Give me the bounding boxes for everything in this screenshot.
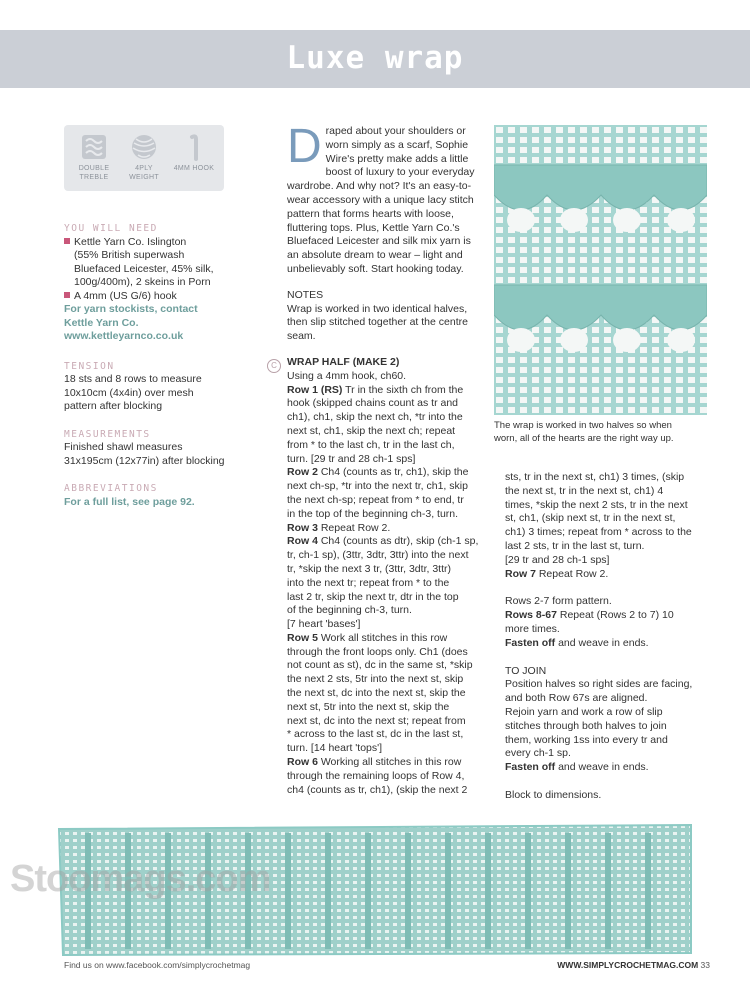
intro-line: Wire's pretty make adds a little [325,152,469,165]
wrap-intro: Using a 4mm hook, ch60. [287,369,407,382]
intro-line: wardrobe. And why not? It's an easy-to- [287,180,472,193]
info-icons-box [64,125,224,191]
fasten-off-label: Fasten off [505,761,556,774]
row-6-line [287,756,487,770]
need-item-yarn-line: Bluefaced Leicester, 45% silk, [74,262,214,275]
stitch-detail-photo [494,125,707,415]
row-6-line: the next st, tr in the next st, ch1) 4 [505,484,664,497]
tension-line: pattern after blocking [64,400,163,412]
row-4-line [287,535,487,549]
need-item-yarn-line: 100g/400m), 2 skeins in Porn [74,276,211,288]
hook-icon [180,133,208,161]
measurements-section [64,428,239,469]
need-item-hook-text: A 4mm (US G/6) hook [74,289,177,302]
row-2-line: next ch-sp, *tr into the next tr, ch1, skip [287,480,468,493]
notes-line: Wrap is worked in two identical halves, [287,302,468,315]
watermark: Stoomags.com [10,858,271,900]
stitch-icon [80,133,108,161]
info-hook-caption: 4MM HOOK [173,165,215,172]
info-weight-caption: 4PLY WEIGHT [129,165,159,181]
intro-line: raped about your shoulders or [325,125,466,137]
intro-line: boost of luxury to your everyday [325,166,475,179]
row-5-line: next st, dc into the next st; repeat from [287,714,466,727]
row-1-text: Tr in the sixth ch from the [342,383,464,396]
measurements-line: Finished shawl measures [64,441,183,453]
lace-hearts-illustration [494,125,707,415]
row-4-line: into the next tr; repeat from * to the [287,576,450,589]
row-6-label: Row 6 [287,756,318,769]
row-2-label: Row 2 [287,466,318,479]
row-4-line: tr, *skip the next 3 tr, (3ttr, 3dtr, 3ttr) [287,562,451,575]
stockists-link[interactable]: www.kettleyarnco.co.uk [64,330,184,342]
drop-cap: D [287,120,322,173]
row-2-line [287,466,487,480]
info-stitch-caption: DOUBLE TREBLE [78,165,110,181]
row-5-line [287,632,487,646]
row-1-line: hook (skipped chains count as tr and [287,397,459,410]
footer-website[interactable]: WWW.SIMPLYCROCHETMAG.COM [557,960,699,970]
rows-repeat-line: more times. [505,622,560,635]
row-7-text: Repeat Row 2. [535,567,609,580]
fasten-off-text: and weave in ends. [555,636,649,649]
row-5-line: turn. [14 heart 'tops'] [287,742,383,755]
you-will-need-heading: YOU WILL NEED [64,223,158,234]
row-6-line: ch4 (counts as tr, ch1), (skip the next 2 [287,783,468,796]
row-6-line: times, *skip the next 2 sts, tr in the next [505,498,688,511]
caption-line: worn, all of the hearts are the right way up. [494,432,674,444]
need-item-yarn-line: (55% British superwash [74,249,185,261]
row-7-line [505,568,710,582]
page-title: Luxe wrap [286,40,464,76]
tension-line: 18 sts and 8 rows to measure [64,373,202,385]
row-6-line: st, ch1, (skip next st, tr in the next st, [505,512,676,525]
row-6-text: Working all stitches in this row [317,756,462,769]
you-will-need-section [64,222,239,344]
footer-right [557,960,710,970]
to-join-line: them, working 1ss into every tr and [505,733,668,746]
row-5-label: Row 5 [287,631,318,644]
to-join-line: stitches through both halves to join [505,719,667,732]
info-hook [170,133,218,173]
row-6-line: ch1) 3 times; repeat from * across to the [505,526,692,539]
pattern-column-2 [505,471,710,803]
abbreviations-section [64,482,239,509]
row-3-label: Row 3 [287,521,318,534]
row-4-line: tr, ch-1 sp), (3ttr, 3dtr, 3ttr) into the next [287,549,469,562]
fasten-off-text: and weave in ends. [555,761,649,774]
caption-line: The wrap is worked in two halves so when [494,420,672,431]
sidebar [64,222,239,509]
row-4-line: last 2 tr, skip the next tr, dtr in the top [287,590,459,603]
pattern-column-1 [287,120,487,797]
abbreviations-link[interactable]: For a full list, see page 92. [64,495,195,508]
intro-line: worn simply as a scarf, Sophie [325,138,469,151]
intro-line: wear accessory with a unique lacy stitch [287,193,474,206]
row-5-text: Work all stitches in this row [317,631,448,644]
need-item-yarn [64,236,239,250]
intro-line: Bluefaced Leicester and silk mix yarn is [287,235,471,248]
row-1-line [287,384,487,398]
intro-line: fluttering tops. Plus, Kettle Yarn Co.'s [287,221,460,234]
notes-line: then slip stitched together at the centre [287,316,468,329]
measurements-line: 31x195cm (12x77in) after blocking [64,454,225,467]
row-5-line: next st, 5tr into the next st, skip the [287,700,450,713]
fasten-off-line [505,761,710,775]
row-6-line: [29 tr and 28 ch-1 sps] [505,553,610,566]
row-5-line: not count as st), dc in the same st, *skip [287,659,473,672]
row-1-line: turn. [29 tr and 28 ch-1 sps] [287,452,416,465]
need-item-hook [64,290,239,304]
info-weight [120,133,168,182]
row-2-line: in the top of the beginning ch-3, turn. [287,507,459,520]
bullet-square-icon [64,292,70,298]
row-6-line: sts, tr in the next st, ch1) 3 times, (skip [505,471,685,483]
row-2-line: the next ch-sp; repeat from * to end, tr [287,493,464,506]
row-1-line: ch1), ch1, skip the next ch, *tr into the [287,411,463,424]
photo-caption [494,420,709,445]
row-6-line: last 2 sts, tr in the last st, turn. [505,539,645,552]
tension-line: 10x10cm (4x4in) over mesh [64,386,194,399]
bullet-square-icon [64,238,70,244]
need-item-yarn-text: Kettle Yarn Co. Islington [74,235,187,248]
row-1-label: Row 1 (RS) [287,383,343,396]
row-4-text: Ch4 (counts as dtr), skip (ch-1 sp, [317,535,479,548]
row-5-line: * across to the last st, dc in the last st, [287,728,464,741]
rows-repeat-line [505,609,710,623]
intro-line: an absolute dream to wear – light and [287,249,463,262]
row-7-label: Row 7 [505,567,536,580]
notes-line: seam. [287,330,316,343]
tension-section [64,360,239,414]
info-stitch [70,133,118,182]
row-3-line [287,522,487,536]
notes-heading: NOTES [287,288,324,301]
stockists-line: Kettle Yarn Co. [64,316,139,329]
page-number: 33 [700,960,710,970]
to-join-line: and both Row 67s are aligned. [505,692,648,705]
row-3-text: Repeat Row 2. [317,521,391,534]
intro-paragraph [287,120,487,277]
row-2-text: Ch4 (counts as tr, ch1), skip the [317,466,469,479]
to-join-line: every ch-1 sp. [505,747,571,760]
abbreviations-heading: ABBREVIATIONS [64,483,158,494]
stockists-line: For yarn stockists, contact [64,303,198,315]
measurements-heading: MEASUREMENTS [64,428,151,440]
intro-line: unbelievably soft. Start hooking today. [287,262,464,275]
pattern-form-line: Rows 2-7 form pattern. [505,595,612,608]
row-1-line: next st, ch1, skip the next ch; repeat [287,424,456,437]
row-1-line: from * to the last ch, tr in the last ch, [287,438,455,451]
block-line: Block to dimensions. [505,788,602,801]
title-banner [0,30,750,88]
rows-repeat-text: Repeat (Rows 2 to 7) 10 [556,609,674,622]
to-join-line: Position halves so right sides are facing, [505,678,693,691]
to-join-line: Rejoin yarn and work a row of slip [505,705,663,718]
row-4-line: [7 heart 'bases'] [287,618,361,631]
row-5-line: through the front loops only. Ch1 (does [287,645,468,658]
footer-facebook[interactable]: Find us on www.facebook.com/simplycrochetmag [64,960,251,970]
row-6-line: through the remaining loops of Row 4, [287,769,465,782]
to-join-heading: TO JOIN [505,664,547,677]
row-4-label: Row 4 [287,535,318,548]
rows-repeat-label: Rows 8-67 [505,609,557,622]
row-5-line: the next st, dc into the next st, skip the [287,687,466,700]
row-5-line: the next 2 sts, 5tr into the next st, skip [287,673,464,686]
row-4-line: of the beginning ch-3, turn. [287,604,412,617]
copyright-marker-icon: C [267,359,281,373]
fasten-off-line [505,637,710,651]
yarn-ball-icon [130,133,158,161]
tension-heading: TENSION [64,360,115,372]
intro-line: pattern that forms hearts with loose, [287,207,454,220]
fasten-off-label: Fasten off [505,636,556,649]
wrap-half-heading: WRAP HALF (MAKE 2) [287,355,400,368]
